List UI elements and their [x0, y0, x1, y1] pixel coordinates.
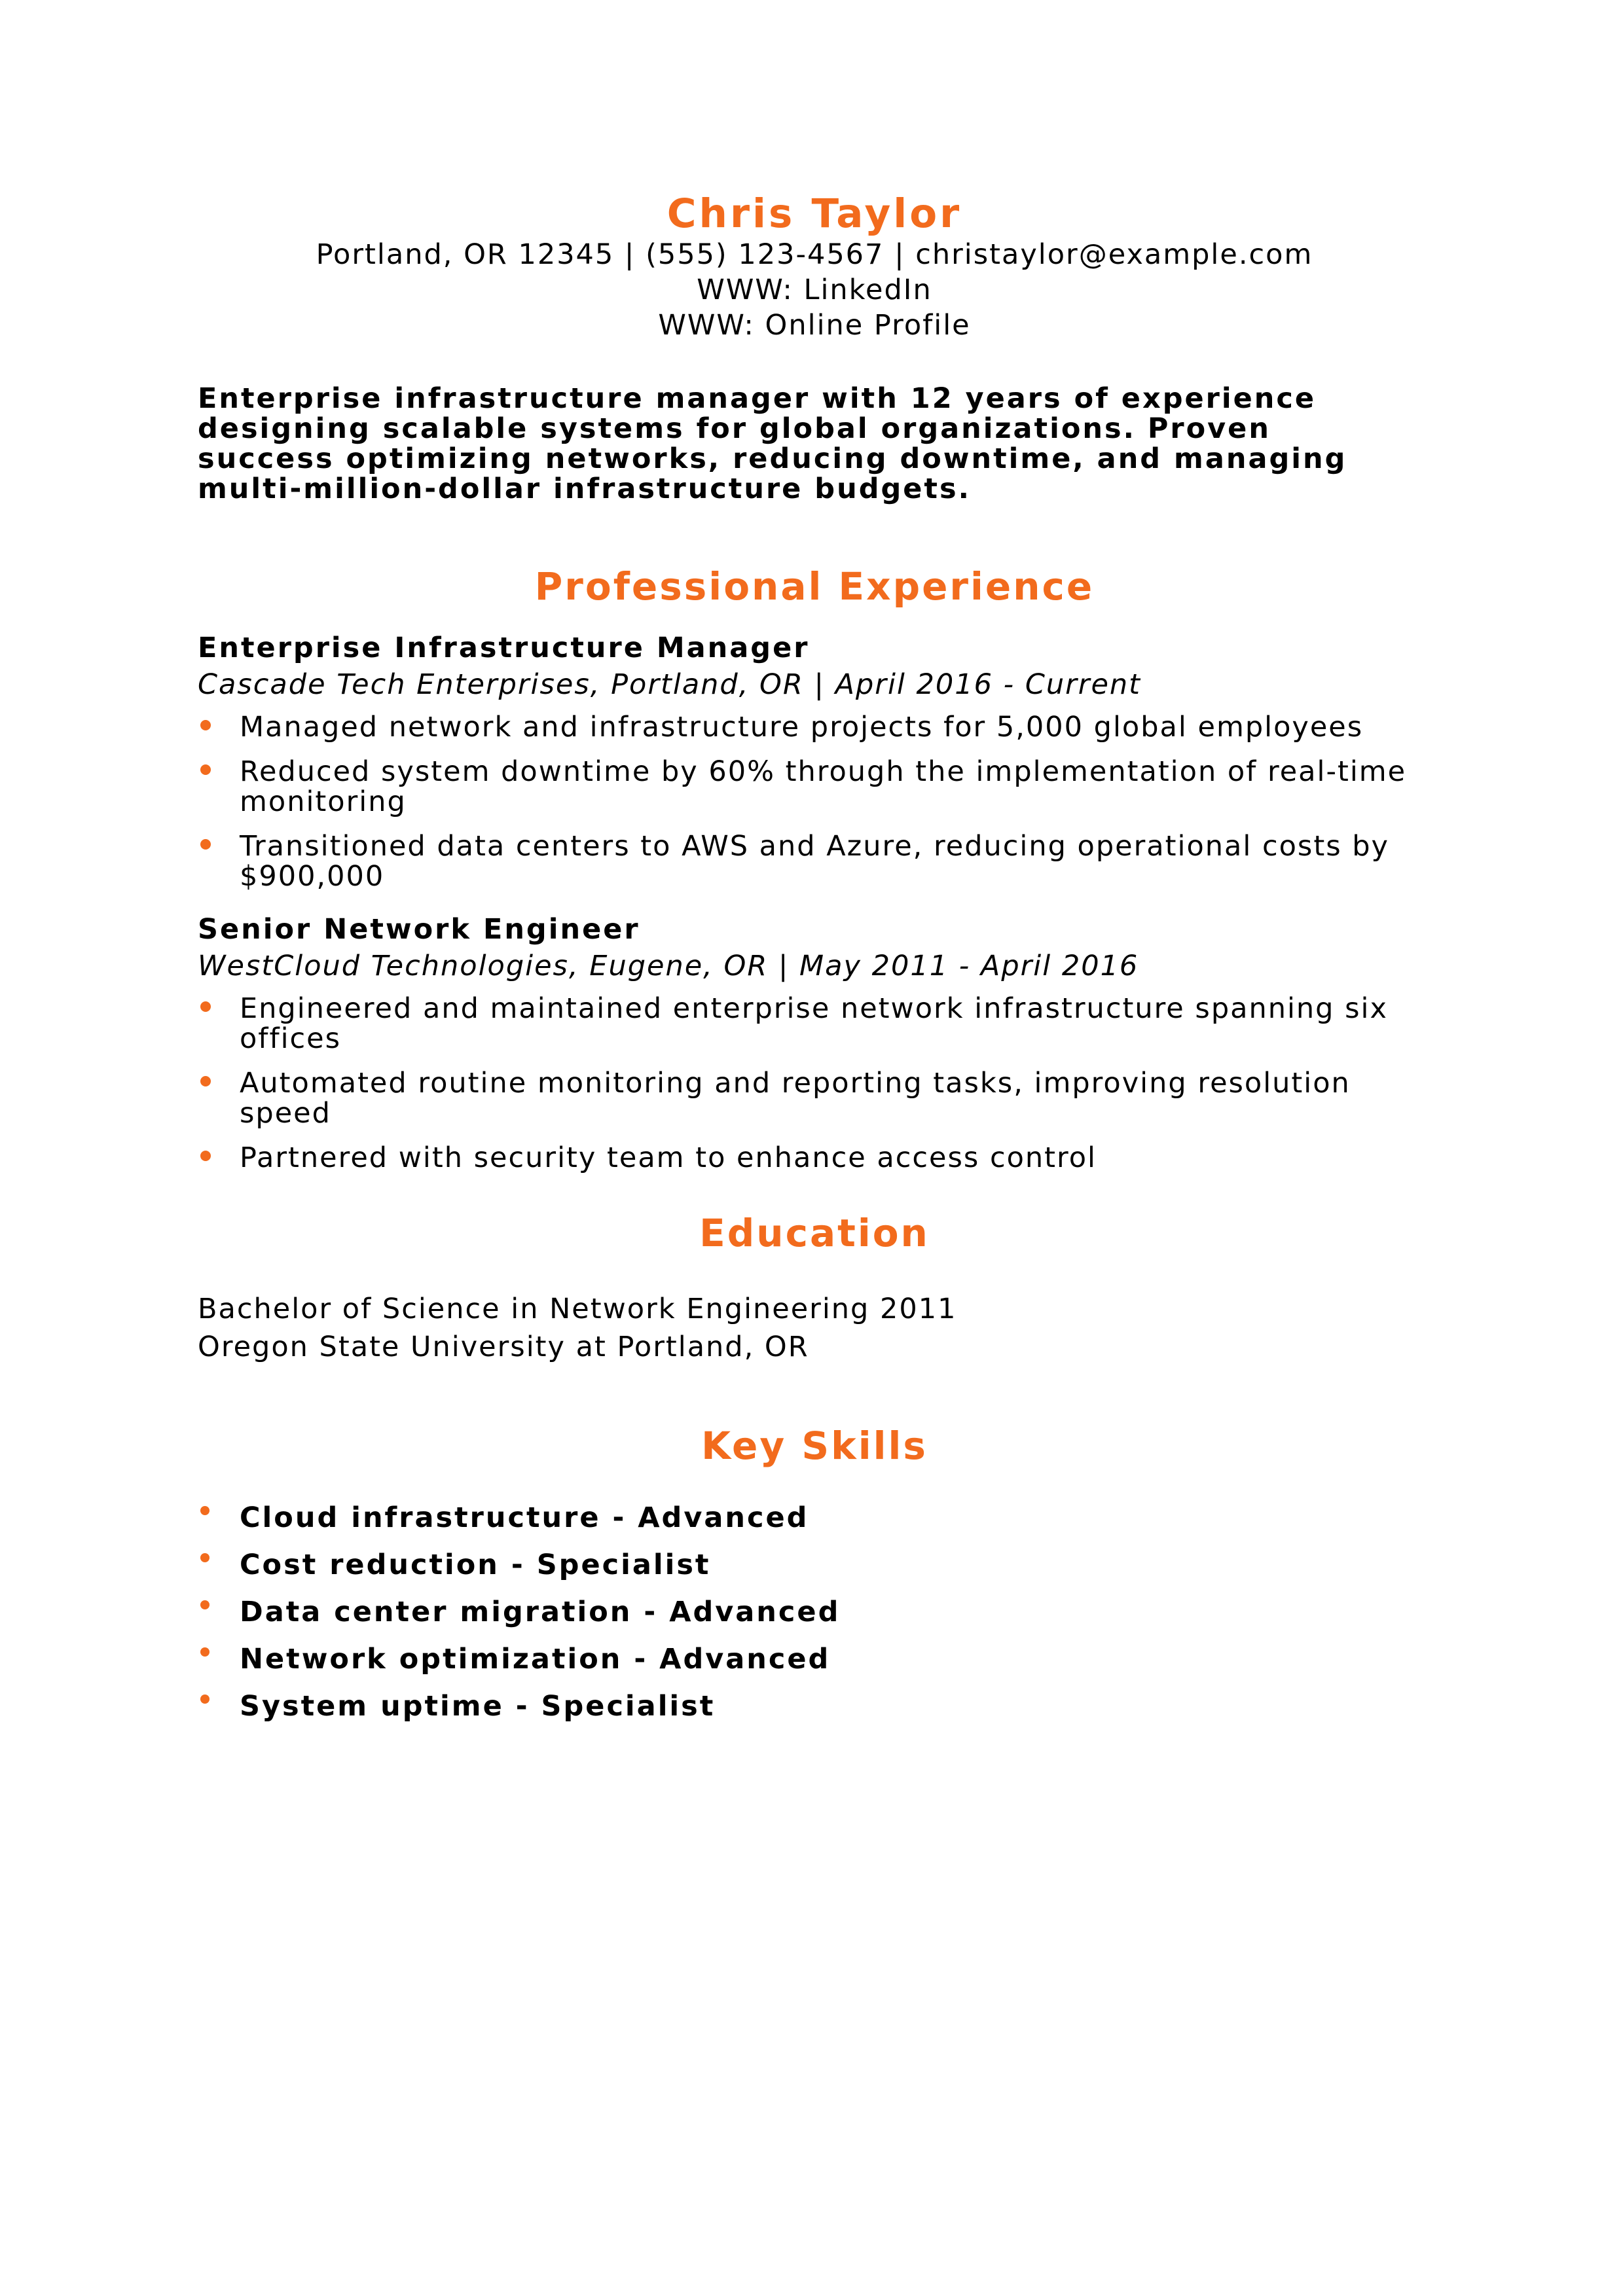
bullet-icon: [200, 839, 211, 850]
job-company-dates: WestCloud Technologies, Eugene, OR | May 2011 - April 2016: [198, 949, 1139, 982]
job-bullets: [198, 994, 1431, 1173]
list-item: [198, 1068, 1431, 1128]
bullet-icon: [200, 764, 211, 775]
skills-list: [198, 1494, 1431, 1730]
bullet-icon: [200, 1151, 211, 1161]
job-title: Senior Network Engineer: [198, 912, 640, 946]
bullet-text: Transitioned data centers to AWS and Azure, reducing operational costs by $900,000: [240, 829, 1390, 893]
list-item: [198, 757, 1431, 817]
skill-text: System uptime - Specialist: [240, 1689, 716, 1723]
bullet-icon: [200, 1001, 211, 1012]
bullet-text: Automated routine monitoring and reporting tasks, improving resolution speed: [240, 1066, 1351, 1130]
bullet-text: Partnered with security team to enhance access control: [240, 1141, 1097, 1174]
skill-item: [198, 1683, 1431, 1730]
job-title: Enterprise Infrastructure Manager: [198, 631, 810, 664]
bullet-text: Engineered and maintained enterprise network infrastructure spanning six offices: [240, 992, 1388, 1055]
skill-item: [198, 1636, 1431, 1683]
linkedin-link[interactable]: WWW: LinkedIn: [697, 274, 932, 307]
degree: Bachelor of Science in Network Engineering 2011: [198, 1293, 957, 1326]
skill-item: [198, 1541, 1431, 1588]
professional-summary: Enterprise infrastructure manager with 12 years of experience designing scalable systems for global organizations. Proven success optimizing networks, reducing downtime, and managing multi-million-dollar infrastructure budgets.: [198, 382, 1347, 506]
bullet-text: Managed network and infrastructure projects for 5,000 global employees: [240, 710, 1364, 744]
bullet-icon: [200, 1076, 211, 1086]
job-bullets: [198, 712, 1431, 891]
list-item: [198, 831, 1431, 891]
job-entry: [198, 911, 1431, 1173]
job-entry: [198, 630, 1431, 891]
bullet-icon: [200, 1506, 210, 1515]
bullet-icon: [200, 1553, 210, 1562]
resume-header: [198, 0, 1431, 343]
online-profile-link[interactable]: WWW: Online Profile: [658, 309, 971, 342]
bullet-icon: [200, 1695, 210, 1704]
bullet-icon: [200, 1647, 210, 1657]
skill-item: [198, 1588, 1431, 1636]
skill-text: Cost reduction - Specialist: [240, 1548, 711, 1581]
school: Oregon State University at Portland, OR: [198, 1331, 809, 1364]
bullet-text: Reduced system downtime by 60% through the implementation of real-time monitoring: [240, 755, 1407, 818]
experience-heading: Professional Experience: [534, 564, 1095, 609]
education-heading: Education: [699, 1210, 930, 1255]
bullet-icon: [200, 1600, 210, 1609]
job-company-dates: Cascade Tech Enterprises, Portland, OR | April 2016 - Current: [198, 668, 1142, 701]
skills-heading: Key Skills: [701, 1424, 928, 1469]
bullet-icon: [200, 720, 211, 730]
skill-item: [198, 1494, 1431, 1541]
resume-page: [198, 0, 1431, 1730]
candidate-name: Chris Taylor: [666, 190, 962, 237]
skill-text: Network optimization - Advanced: [240, 1642, 831, 1676]
skill-text: Cloud infrastructure - Advanced: [240, 1501, 809, 1534]
education-entry: [198, 1290, 1431, 1366]
list-item: [198, 994, 1431, 1054]
contact-line: Portland, OR 12345 | (555) 123-4567 | christaylor@example.com: [316, 238, 1313, 272]
skill-text: Data center migration - Advanced: [240, 1595, 841, 1628]
list-item: [198, 1143, 1431, 1173]
list-item: [198, 712, 1431, 742]
